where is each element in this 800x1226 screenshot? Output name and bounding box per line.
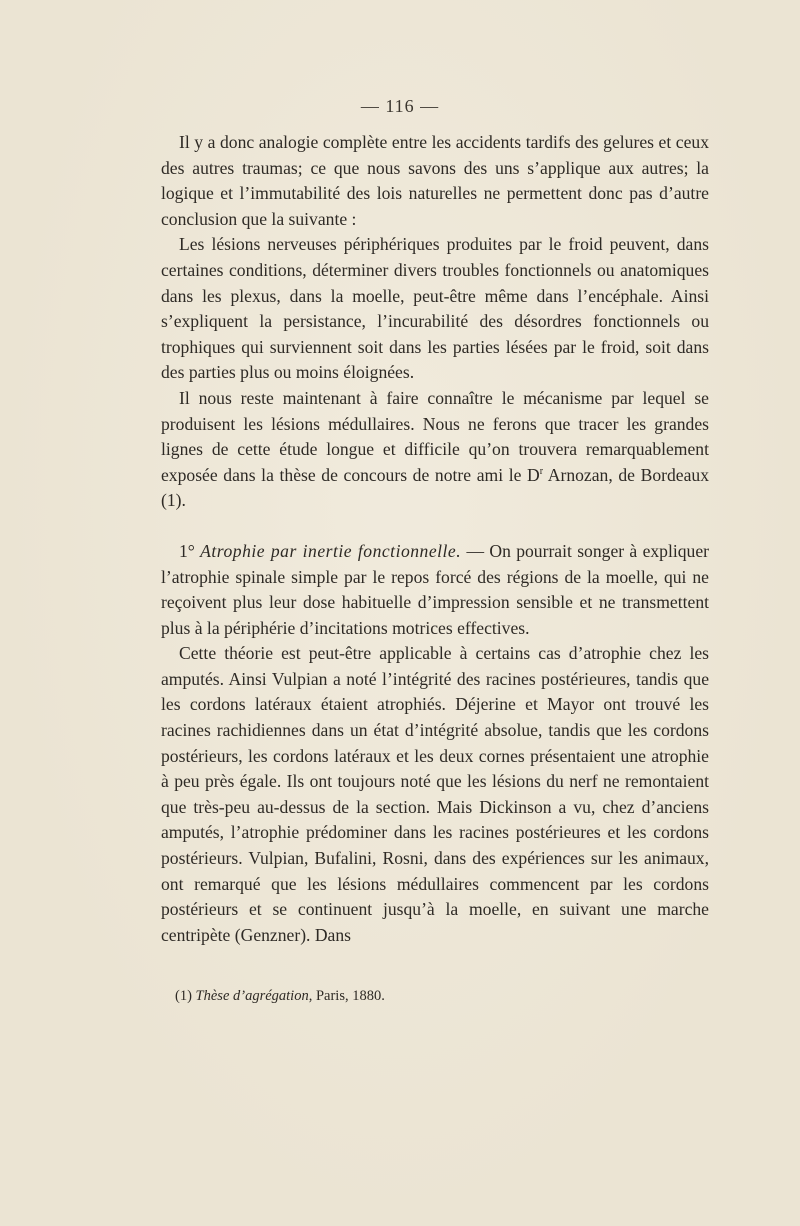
paragraph: Les lésions nerveuses périphériques produites par le froid peuvent, dans certaines conditions, déterminer divers troubles fonctionnels ou anatomiques dans les plexus, dans la moelle, peut-être même dans l’encéphale. Ainsi s’expliquent la persistance, l’incurabilité des désordres fonctionnels ou trophiques qui surviennent soit dans les parties lésées par le froid, soit dans des parties plus ou moins éloignées. — [161, 234, 709, 383]
paragraph-text: Il nous reste maintenant à faire connaître le mécanisme par lequel se produisent les lésions médullaires. Nous ne ferons que tracer les grandes lignes de cette étude longue et difficile qu’on trouvera remarquablement exposée dans la thèse de concours de notre ami le D — [161, 387, 709, 485]
paragraph: Il y a donc analogie complète entre les accidents tardifs des gelures et ceux des autres traumas; ce que nous savons des uns s’applique aux autres; la logique et l’immutabilité des lois naturelles ne permettent donc pas d’autre conclusion que la suivante : — [161, 132, 709, 229]
footnote-title: Thèse d’agrégation — [195, 988, 309, 1004]
footnote-marker: (1) — [175, 988, 196, 1004]
section-paragraph — [161, 539, 709, 641]
section-title: Atrophie par inertie fonctionnelle. — [200, 540, 462, 561]
page-number: — 116 — — [360, 96, 440, 116]
paragraph-text: — On pourrait songer à expliquer l’atrophie spinale simple par le repos forcé des régions de la moelle, qui ne reçoivent plus leur dose habituelle d’impression sensible et ne transmettent plus à la périphérie d’incitations motrices effectives. — [161, 540, 710, 638]
superscript: r — [539, 465, 544, 477]
footnote-text: , Paris, 1880. — [308, 988, 385, 1004]
paragraph: Cette théorie est peut-être applicable à certains cas d’atrophie chez les amputés. Ainsi Vulpian a noté l’intégrité des racines postérieures, tandis que les cordons latéraux étaient atrophiés. Déjerine et Mayor ont trouvé les racines rachidiennes dans un état d’intégrité absolue, tandis que les cordons postérieurs, les cordons latéraux et les deux cornes présentaient une atrophie à peu près égale. Ils ont toujours noté que les lésions du nerf ne remontaient que très-peu au-dessus de la section. Mais Dickinson a vu, chez d’anciens amputés, l’atrophie prédominer dans les racines postérieures et les cordons postérieurs. Vulpian, Bufalini, Rosni, dans des expériences sur les animaux, ont remarqué que les lésions médullaires commencent par les cordons postérieurs et se continuent jusqu’à la moelle, en suivant une marche centripète (Genzner). Dans — [161, 643, 709, 945]
section-number: 1° — [179, 540, 201, 561]
main-text — [161, 130, 709, 948]
paragraph — [161, 386, 709, 514]
footnote — [175, 988, 695, 1005]
paragraph-text: Arnozan, de Bordeaux (1). — [161, 464, 709, 511]
